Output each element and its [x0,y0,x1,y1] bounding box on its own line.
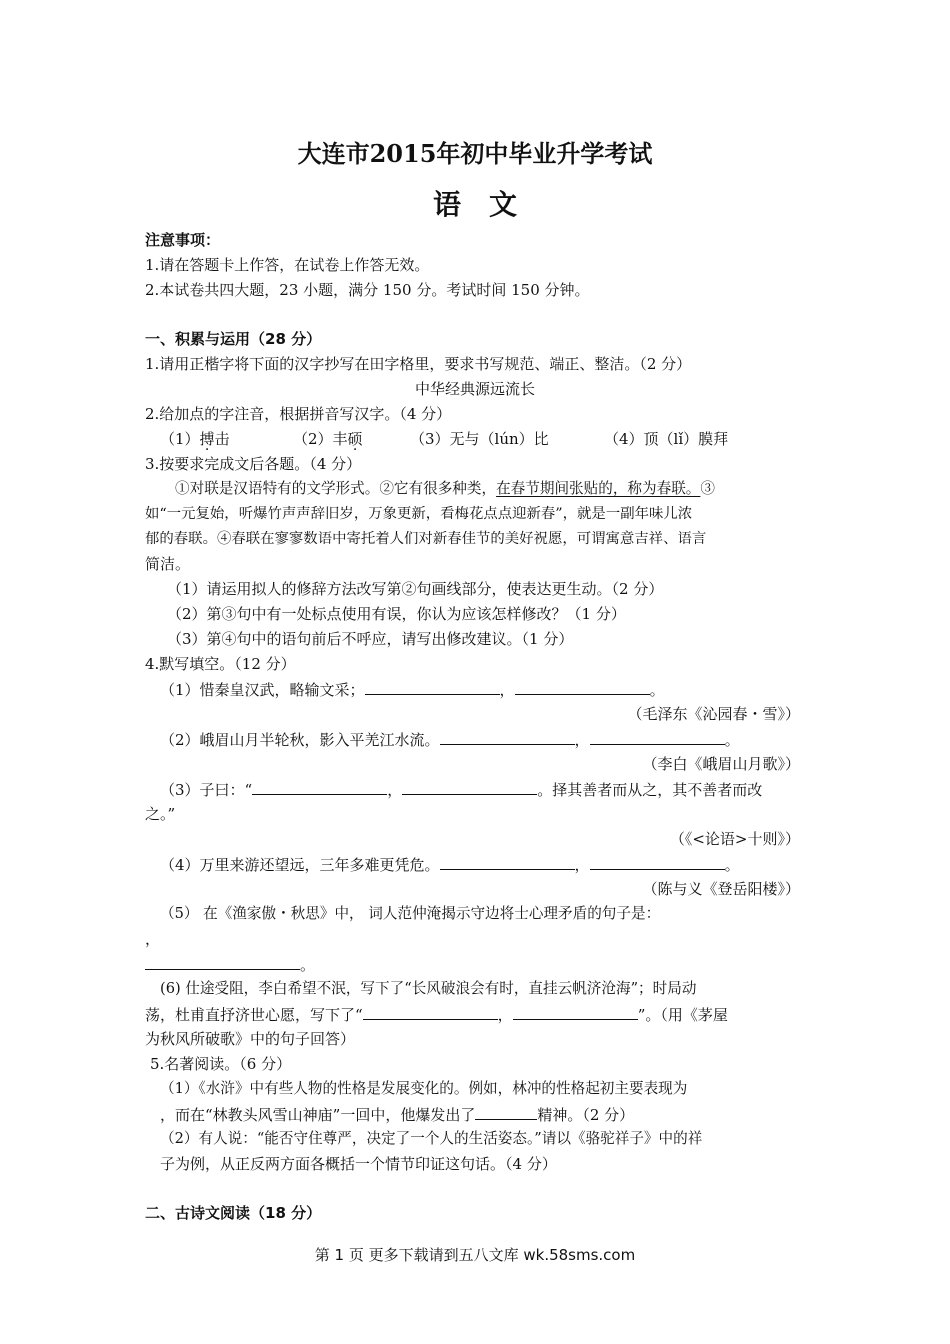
copy-phrase: 中华经典源远流长 [414,380,535,398]
answer-blank[interactable] [363,1004,498,1020]
q5-part-1-line2: ，而在“林教头风雪山神庙”一回中，他爆发出了 精神。（2 分） [160,1106,635,1124]
q5-part-2: （2）有人说：“能否守住尊严，决定了一个人的生活姿态。”请以《骆驼祥子》中的祥 [160,1130,703,1147]
q3-sub-question: （2）第③句中有一处标点使用有误，你认为应该怎样修改？（1 分） [167,605,626,623]
notice-item: 1.请在答题卡上作答，在试卷上作答无效。 [145,256,430,274]
question-5: 5.名著阅读。（6 分） [150,1055,292,1073]
q2-item-4: （4）顶（lǐ）膜拜 [604,430,729,448]
exam-title: 大连市2015年初中毕业升学考试 [297,139,653,168]
answer-blank[interactable] [515,679,650,695]
q4-source-2: （李白《峨眉山月歌》） [642,755,800,773]
q2-item-2: （2）丰硕 [293,430,363,448]
q3-passage-line: 简洁。 [145,555,191,573]
notice-heading: 注意事项： [145,231,221,249]
q3-sub-question: （3）第④句中的语句前后不呼应，请写出修改建议。（1 分） [167,630,574,648]
q4-item-3: （3）子曰：“ ， 。择其善者而从之，其不善者而改 [160,781,763,799]
notice-item: 2.本试卷共四大题，23 小题，满分 150 分。考试时间 150 分钟。 [145,281,590,299]
q4-source-3: （《<论语>十则》） [669,830,800,848]
q4-item-6-line2: 荡，杜甫直抒济世心愿，写下了“ ， ”。（用《茅屋 [145,1006,728,1024]
answer-blank[interactable] [365,679,500,695]
q4-source-4: （陈与义《登岳阳楼》） [642,880,800,898]
q3-passage-line: ①对联是汉语特有的文学形式。②它有很多种类，在春节期间张贴的，称为春联。③ [175,480,716,497]
q3-passage-line: 如“一元复始，听爆竹声声辞旧岁，万象更新，看梅花点点迎新春”，就是一副年味儿浓 [145,506,693,522]
section1-heading: 一、积累与运用（28 分） [145,330,322,348]
question-2: 2.给加点的字注音，根据拼音写汉字。（4 分） [145,405,452,423]
q3-sub-question: （1）请运用拟人的修辞方法改写第②句画线部分，使表达更生动。（2 分） [167,580,664,598]
underlined-sentence: 在春节期间张贴的，称为春联。 [496,480,701,497]
q4-item-5: （5） 在《渔家傲・秋思》中， 词人范仲淹揭示守边将士心理矛盾的句子是： [160,905,661,922]
page-footer: 第 1 页 更多下载请到五八文库 wk.58sms.com [314,1246,636,1264]
answer-blank[interactable] [590,729,725,745]
q5-part-1: （1）《水浒》中有些人物的性格是发展变化的。例如，林冲的性格起初主要表现为 [160,1080,688,1097]
subject-title: 语文 [432,188,545,221]
section2-heading: 二、古诗文阅读（18 分） [145,1204,322,1222]
q2-item-1: （1）搏击 [160,430,230,448]
q5-part-2-line2: 子为例，从正反两方面各概括一个情节印证这句话。（4 分） [160,1155,557,1173]
q4-item-3-cont: 之。” [145,805,176,823]
question-4: 4.默写填空。（12 分） [145,655,296,673]
q2-items [160,429,800,449]
answer-blank[interactable] [252,779,387,795]
q3-passage-line: 郁的春联。④春联在寥寥数语中寄托着人们对新春佳节的美好祝愿，可谓寓意吉祥、语言 [145,531,707,547]
q2-item-3: （3）无与（lún）比 [410,430,549,448]
question-3: 3.按要求完成文后各题。（4 分） [145,455,362,473]
q4-item-1: （1）惜秦皇汉武，略输文采； ， 。 [160,681,665,699]
q4-item-6: (6) 仕途受阻，李白希望不泯，写下了“长风破浪会有时，直挂云帆济沧海”；时局动 [160,980,697,997]
q4-item-5-comma: ， [145,930,161,948]
q4-item-6-line3: 为秋风所破歌》中的句子回答） [145,1030,356,1048]
q4-item-5-line3: 。 [145,954,315,975]
question-1: 1.请用正楷字将下面的汉字抄写在田字格里，要求书写规范、端正、整洁。（2 分） [145,355,692,373]
q4-item-2: （2）峨眉山月半轮秋，影入平羌江水流。 ， 。 [160,731,740,749]
answer-blank[interactable] [440,729,575,745]
q4-source-1: （毛泽东《沁园春・雪》） [627,705,800,723]
answer-blank[interactable] [590,854,725,870]
answer-blank[interactable] [402,779,537,795]
answer-blank[interactable] [513,1004,638,1020]
answer-blank[interactable] [145,954,300,970]
q4-item-4: （4）万里来游还望远，三年多难更凭危。 ， 。 [160,856,740,874]
answer-blank[interactable] [440,854,575,870]
answer-blank[interactable] [475,1104,537,1120]
